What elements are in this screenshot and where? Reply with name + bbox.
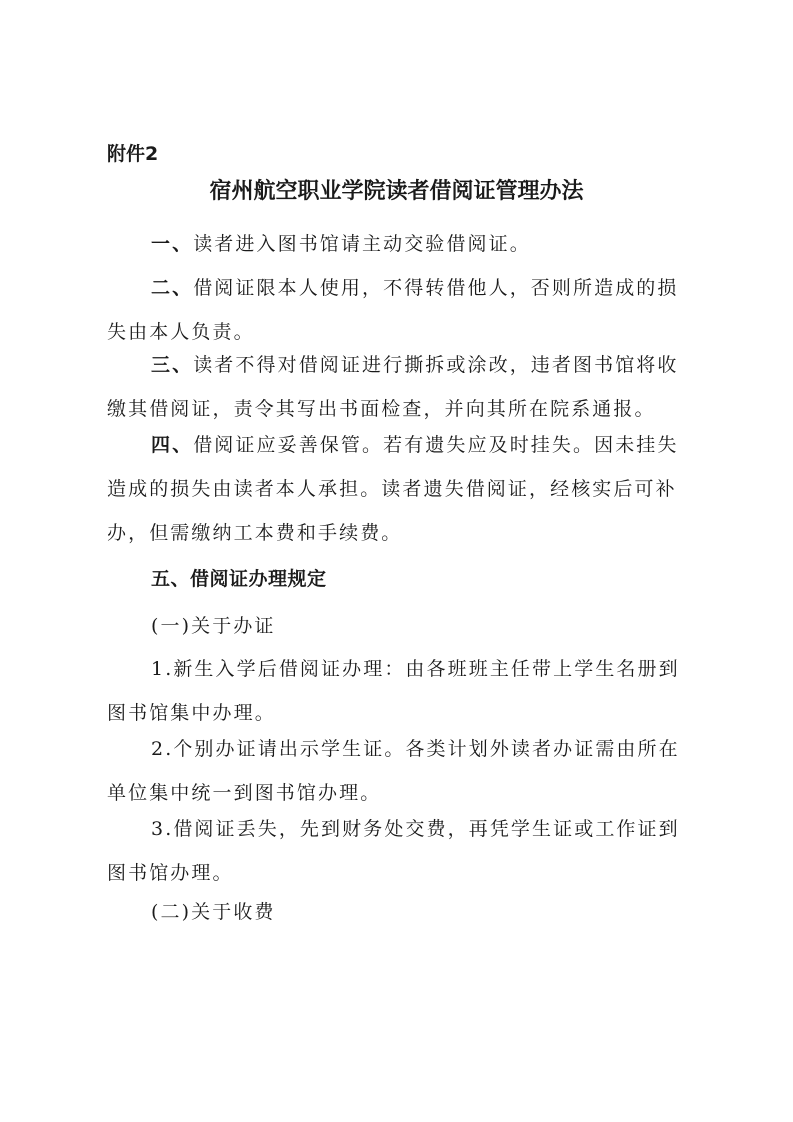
attachment-label: 附件2 — [107, 143, 159, 165]
section-1-text: 读者进入图书馆请主动交验借阅证。 — [193, 233, 531, 255]
section-3-text: 读者不得对借阅证进行撕拆或涂改，违者图书馆将收缴其借阅证，责令其写出书面检查，并向其所在院系通报。 — [107, 354, 679, 420]
section-1-number: 一、 — [151, 233, 194, 255]
subsection-1-heading: (一)关于办证 — [151, 615, 276, 637]
section-2 — [107, 266, 687, 354]
section-3 — [107, 343, 687, 431]
section-2-text: 借阅证限本人使用，不得转借他人，否则所造成的损失由本人负责。 — [107, 277, 679, 343]
subsection-2-heading: (二)关于收费 — [151, 901, 276, 923]
section-4 — [107, 423, 687, 555]
section-1 — [107, 222, 687, 266]
subsection-1-item-1: 1.新生入学后借阅证办理：由各班班主任带上学生名册到图书馆集中办理。 — [107, 658, 680, 724]
document-title: 宿州航空职业学院读者借阅证管理办法 — [209, 179, 584, 204]
section-3-number: 三、 — [151, 354, 194, 376]
section-4-number: 四、 — [151, 434, 194, 456]
subsection-1-item-3: 3.借阅证丢失，先到财务处交费，再凭学生证或工作证到图书馆办理。 — [107, 818, 680, 884]
subsection-1-item-2: 2.个别办证请出示学生证。各类计划外读者办证需由所在单位集中统一到图书馆办理。 — [107, 738, 680, 804]
section-2-number: 二、 — [151, 277, 194, 299]
section-4-text: 借阅证应妥善保管。若有遗失应及时挂失。因未挂失造成的损失由读者本人承担。读者遗失借阅证，经核实后可补办，但需缴纳工本费和手续费。 — [107, 434, 679, 544]
section-5-heading: 五、借阅证办理规定 — [151, 568, 327, 590]
